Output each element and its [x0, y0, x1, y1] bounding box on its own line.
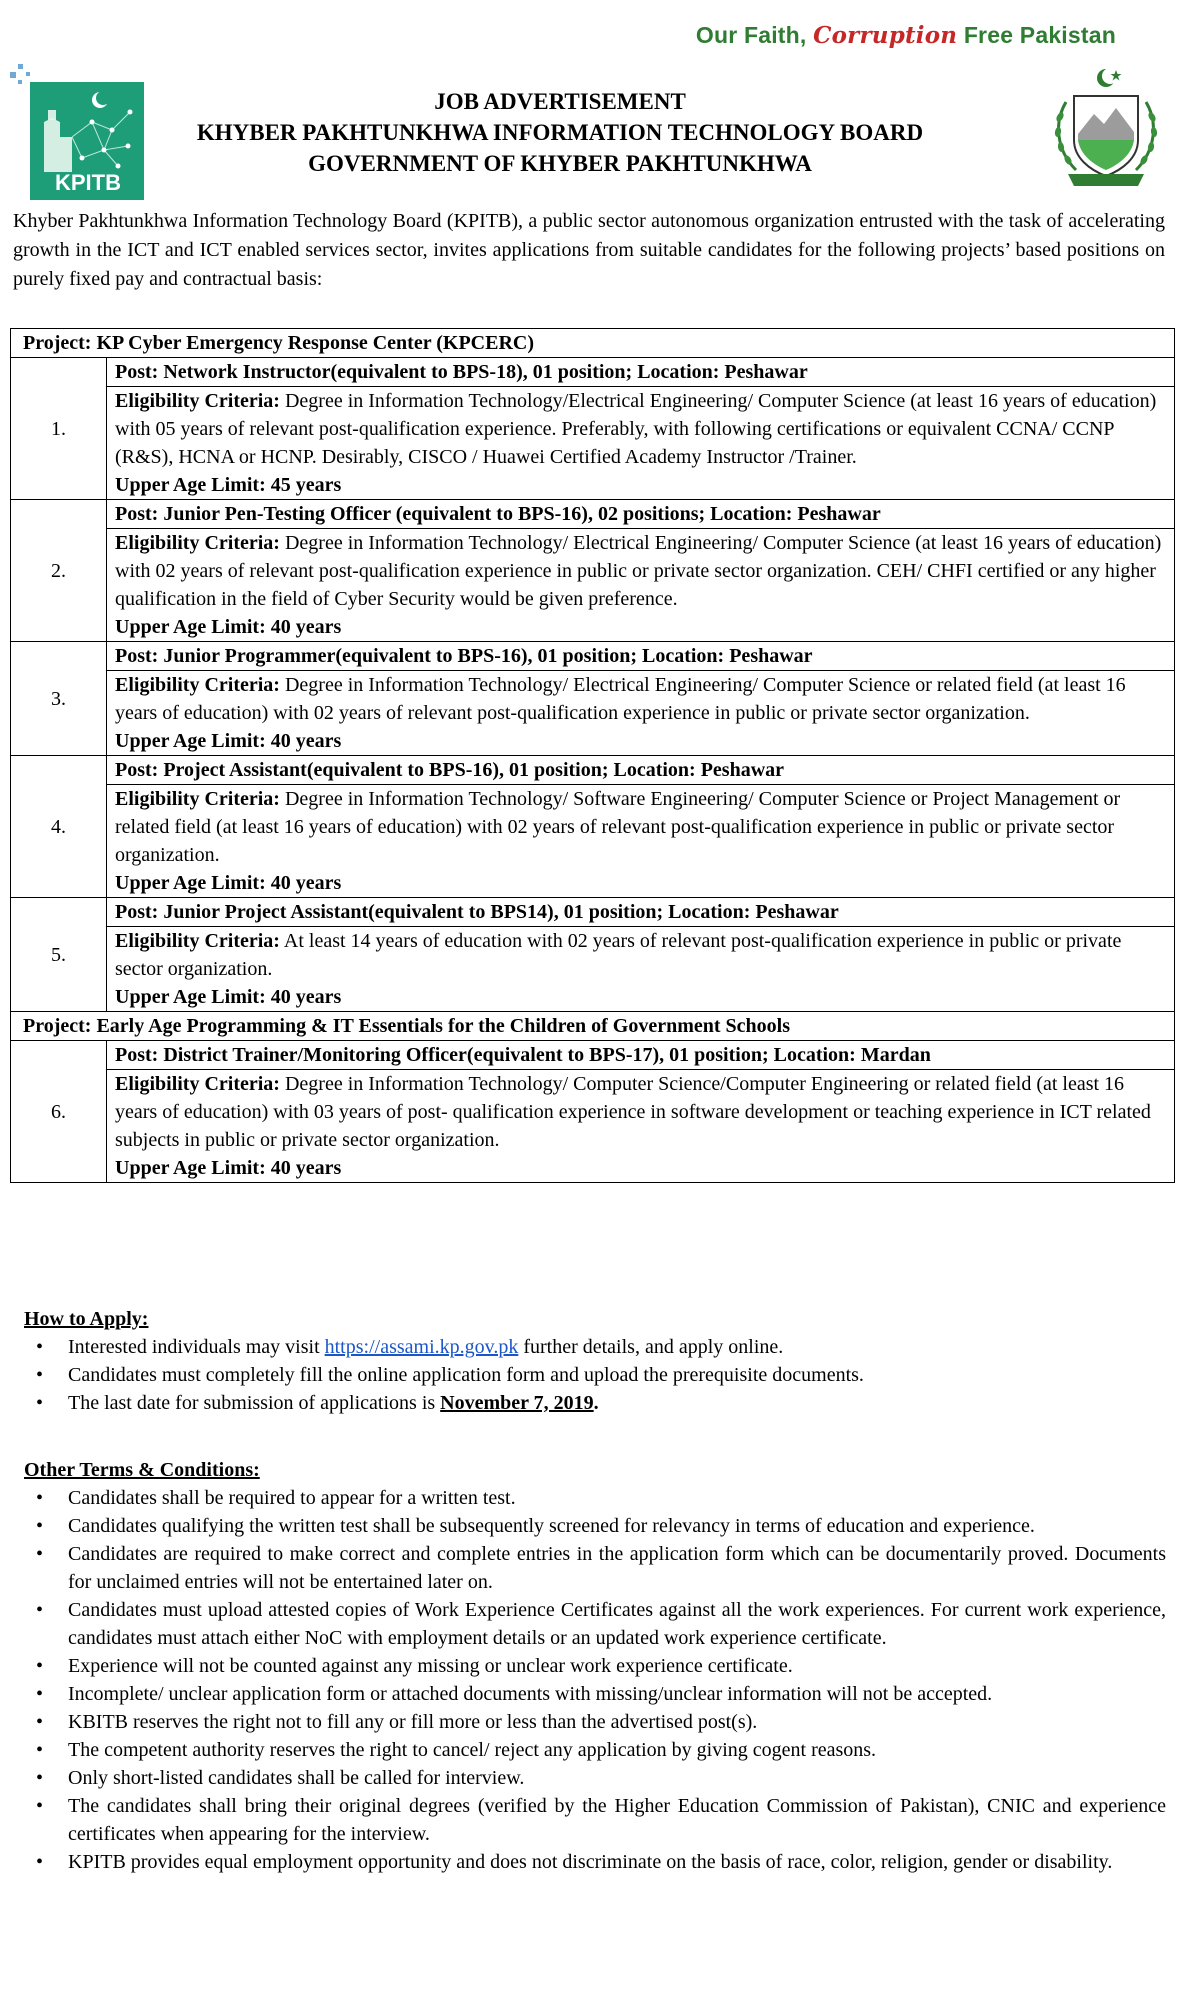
advertisement-title: JOB ADVERTISEMENT — [434, 89, 686, 114]
post-details-row — [11, 927, 1175, 1012]
post-details-row — [11, 785, 1175, 898]
apply-item-text: Interested individuals may visit — [68, 1336, 320, 1358]
post-number: 5. — [11, 898, 107, 1012]
apply-item-text: further details, and apply online. — [523, 1336, 784, 1358]
list-item — [24, 1512, 1166, 1540]
list-item — [24, 1652, 1166, 1680]
list-item — [24, 1792, 1166, 1848]
post-details — [107, 927, 1175, 1012]
post-details — [107, 387, 1175, 500]
list-item — [24, 1680, 1166, 1708]
age-limit: Upper Age Limit: 40 years — [115, 730, 342, 752]
list-item — [24, 1484, 1166, 1512]
post-title: Post: Junior Project Assistant(equivalent to BPS14), 01 position; Location: Peshawar — [107, 898, 1175, 927]
how-to-apply-section — [24, 1305, 1166, 1417]
post-title-row — [11, 500, 1175, 529]
eligibility-label: Eligibility Criteria: — [115, 1073, 280, 1095]
intro-paragraph: Khyber Pakhtunkhwa Information Technology Board (KPITB), a public sector autonomous organization entrusted with the task of accelerating growth in the ICT and ICT enabled services sector, invites applications from suitable candidates for the following projects’ based positions on purely fixed pay and contractual basis: — [13, 210, 1165, 290]
bullet-icon: • — [36, 1599, 44, 1621]
slogan-part-1: Our Faith, — [695, 22, 807, 48]
eligibility-label: Eligibility Criteria: — [115, 674, 280, 696]
post-title: Post: Project Assistant(equivalent to BPS-16), 01 position; Location: Peshawar — [107, 756, 1175, 785]
age-limit: Upper Age Limit: 45 years — [115, 474, 342, 496]
list-item — [24, 1540, 1166, 1596]
organization-name: KHYBER PAKHTUNKHWA INFORMATION TECHNOLOGY BOARD — [196, 120, 924, 145]
bullet-icon: • — [36, 1683, 44, 1705]
post-title: Post: District Trainer/Monitoring Officer(equivalent to BPS-17), 01 position; Location: Mardan — [107, 1041, 1175, 1070]
apply-link[interactable]: https://assami.kp.gov.pk — [324, 1336, 519, 1358]
post-title-row — [11, 756, 1175, 785]
term-text: Only short-listed candidates shall be called for interview. — [68, 1767, 525, 1789]
list-item — [24, 1848, 1166, 1876]
slogan-part-2: Corruption — [813, 22, 958, 49]
list-item — [24, 1764, 1166, 1792]
post-title: Post: Junior Pen-Testing Officer (equivalent to BPS-16), 02 positions; Location: Peshawar — [107, 500, 1175, 529]
term-text: The candidates shall bring their original degrees (verified by the Higher Education Commission of Pakistan), CNIC and experience certificates when appearing for the interview. — [68, 1795, 1166, 1845]
project-title: Project: KP Cyber Emergency Response Center (KPCERC) — [11, 329, 1175, 358]
bullet-icon: • — [36, 1711, 44, 1733]
list-item — [24, 1333, 1166, 1361]
age-limit: Upper Age Limit: 40 years — [115, 616, 342, 638]
post-number: 6. — [11, 1041, 107, 1183]
bullet-icon: • — [36, 1739, 44, 1761]
term-text: Candidates must upload attested copies of Work Experience Certificates against all the work experiences. For current work experience, candidates must attach either NoC with employment details or an updated work experience certificate. — [68, 1599, 1166, 1649]
post-details-row — [11, 1070, 1175, 1183]
term-text: Incomplete/ unclear application form or attached documents with missing/unclear information will not be accepted. — [68, 1683, 993, 1705]
bullet-icon: • — [36, 1364, 44, 1386]
apply-item-text: Candidates must completely fill the online application form and upload the prerequisite documents. — [68, 1364, 864, 1386]
eligibility-label: Eligibility Criteria: — [115, 390, 280, 412]
government-name: GOVERNMENT OF KHYBER PAKHTUNKHWA — [308, 151, 812, 176]
apply-item-text: The last date for submission of applications is — [68, 1392, 436, 1414]
positions-table — [10, 328, 1175, 1183]
term-text: The competent authority reserves the right to cancel/ reject any application by giving cogent reasons. — [68, 1739, 877, 1761]
eligibility-text: At least 14 years of education with 02 years of relevant post-qualification experience in public or private sector organization. — [115, 930, 1122, 980]
post-details-row — [11, 387, 1175, 500]
bullet-icon: • — [36, 1392, 44, 1414]
list-item — [24, 1361, 1166, 1389]
project-row — [11, 329, 1175, 358]
age-limit: Upper Age Limit: 40 years — [115, 872, 342, 894]
post-title-row — [11, 1041, 1175, 1070]
post-details — [107, 1070, 1175, 1183]
post-details-row — [11, 529, 1175, 642]
deadline-period: . — [593, 1392, 599, 1414]
post-title-row — [11, 898, 1175, 927]
eligibility-text: Degree in Information Technology/Electrical Engineering/ Computer Science (at least 16 years of education) with 05 years of relevant post-qualification experience. Preferably, with following certifications or equivalent CCNA/ CCNP (R&S), HCNA or HCNP. Desirably, CISCO / Huawei Certified Academy Instructor /Trainer. — [115, 390, 1157, 468]
term-text: KBITB reserves the right not to fill any or fill more or less than the advertised post(s). — [68, 1711, 758, 1733]
term-text: Candidates qualifying the written test shall be subsequently screened for relevancy in terms of education and experience. — [68, 1515, 1035, 1537]
term-text: Experience will not be counted against any missing or unclear work experience certificate. — [68, 1655, 793, 1677]
eligibility-label: Eligibility Criteria: — [115, 930, 280, 952]
post-details — [107, 529, 1175, 642]
slogan-part-3: Free Pakistan — [963, 22, 1116, 48]
post-details — [107, 785, 1175, 898]
term-text: Candidates shall be required to appear for a written test. — [68, 1487, 516, 1509]
post-details-row — [11, 671, 1175, 756]
slogan — [696, 22, 1116, 49]
kpitb-logo-text: KPITB — [55, 170, 121, 195]
project-title: Project: Early Age Programming & IT Essentials for the Children of Government Schools — [11, 1012, 1175, 1041]
bullet-icon: • — [36, 1767, 44, 1789]
post-number: 3. — [11, 642, 107, 756]
list-item — [24, 1389, 1166, 1417]
list-item — [24, 1736, 1166, 1764]
how-to-apply-list — [24, 1333, 1166, 1417]
post-title: Post: Network Instructor(equivalent to BPS-18), 01 position; Location: Peshawar — [107, 358, 1175, 387]
age-limit: Upper Age Limit: 40 years — [115, 1157, 342, 1179]
list-item — [24, 1708, 1166, 1736]
bullet-icon: • — [36, 1655, 44, 1677]
post-number: 1. — [11, 358, 107, 500]
terms-list — [24, 1484, 1166, 1876]
eligibility-text: Degree in Information Technology/ Software Engineering/ Computer Science or Project Management or related field (at least 16 years of education) with 02 years of relevant post-qualification experience in public or private sector organization. — [115, 788, 1121, 866]
bullet-icon: • — [36, 1795, 44, 1817]
age-limit: Upper Age Limit: 40 years — [115, 986, 342, 1008]
term-text: KPITB provides equal employment opportunity and does not discriminate on the basis of race, color, religion, gender or disability. — [68, 1851, 1113, 1873]
post-title-row — [11, 642, 1175, 671]
advertisement-heading — [0, 86, 1120, 179]
bullet-icon: • — [36, 1487, 44, 1509]
post-number: 2. — [11, 500, 107, 642]
project-row — [11, 1012, 1175, 1041]
post-number: 4. — [11, 756, 107, 898]
terms-heading: Other Terms & Conditions: — [24, 1459, 260, 1481]
eligibility-text: Degree in Information Technology/ Computer Science/Computer Engineering or related field (at least 16 years of education) with 03 years of post- qualification experience in software development or teaching experience in ICT related subjects in public or private sector organization. — [115, 1073, 1151, 1151]
how-to-apply-heading: How to Apply: — [24, 1308, 149, 1330]
terms-section — [24, 1456, 1166, 1876]
eligibility-text: Degree in Information Technology/ Electrical Engineering/ Computer Science (at least 16 years of education) with 02 years of relevant post-qualification experience in public or private sector organization. CEH/ CHFI certified or any higher qualification in the field of Cyber Security would be given preference. — [115, 532, 1162, 610]
bullet-icon: • — [36, 1336, 44, 1358]
list-item — [24, 1596, 1166, 1652]
post-details — [107, 671, 1175, 756]
deadline-date: November 7, 2019 — [440, 1392, 594, 1414]
eligibility-label: Eligibility Criteria: — [115, 532, 280, 554]
bullet-icon: • — [36, 1543, 44, 1565]
term-text: Candidates are required to make correct and complete entries in the application form which can be documentarily proved. Documents for unclaimed entries will not be entertained later on. — [68, 1543, 1166, 1593]
post-title-row — [11, 358, 1175, 387]
bullet-icon: • — [36, 1851, 44, 1873]
eligibility-text: Degree in Information Technology/ Electrical Engineering/ Computer Science or related field (at least 16 years of education) with 02 years of relevant post-qualification experience in public or private sector organization. — [115, 674, 1126, 724]
post-title: Post: Junior Programmer(equivalent to BPS-16), 01 position; Location: Peshawar — [107, 642, 1175, 671]
bullet-icon: • — [36, 1515, 44, 1537]
eligibility-label: Eligibility Criteria: — [115, 788, 280, 810]
